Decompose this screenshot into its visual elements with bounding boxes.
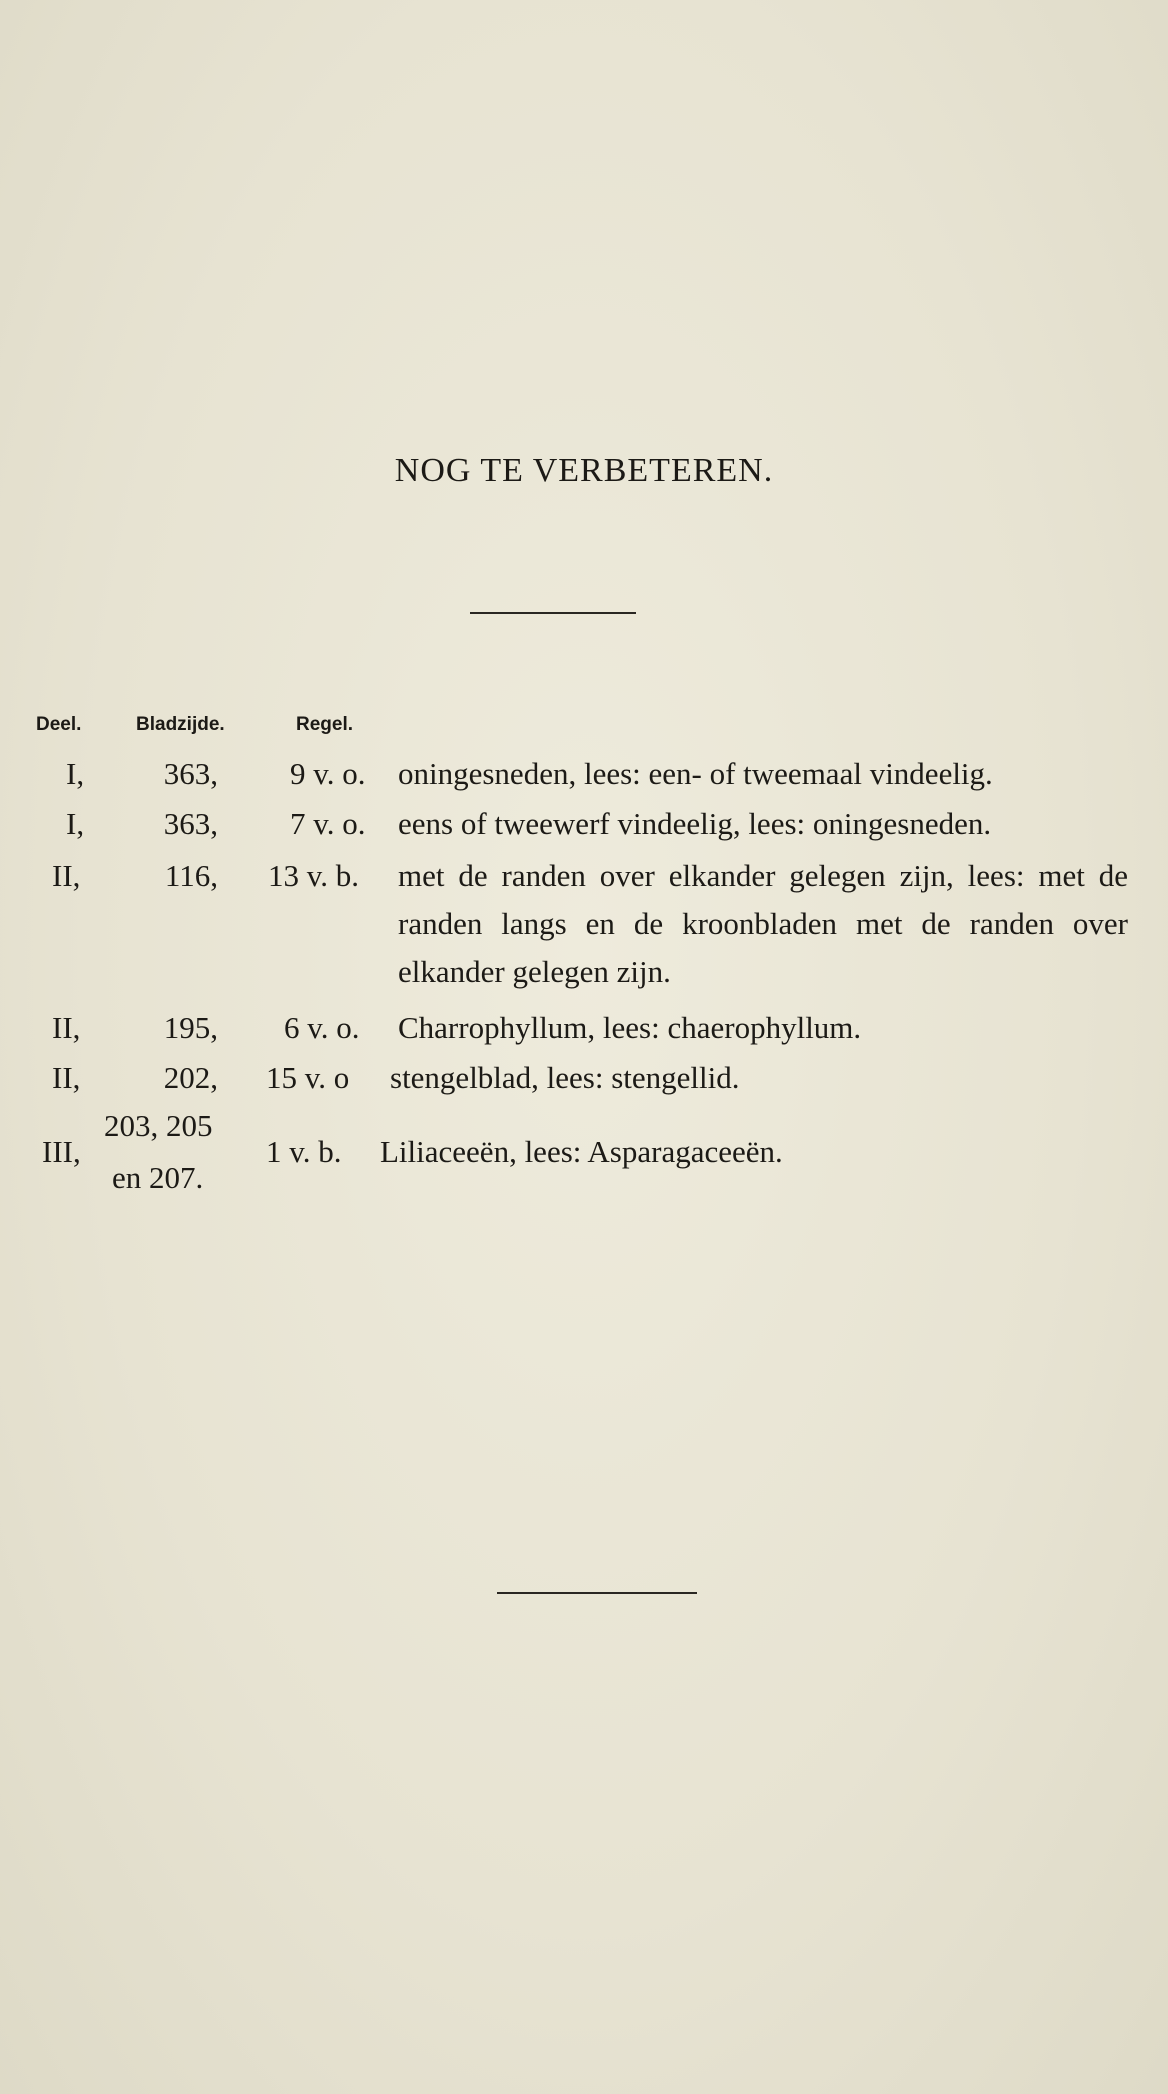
- divider-bottom: [497, 1592, 697, 1594]
- divider-top: [470, 612, 636, 614]
- row-deel: III,: [42, 1134, 81, 1169]
- row-deel: I,: [66, 756, 85, 791]
- header-deel: Deel.: [36, 714, 82, 735]
- row-deel: II,: [52, 1060, 81, 1095]
- row-regel: 7 v. o.: [290, 806, 366, 841]
- row-regel: 6 v. o.: [284, 1010, 360, 1045]
- header-regel: Regel.: [296, 714, 354, 735]
- header-bladzijde: Bladzijde.: [136, 714, 225, 735]
- row-correction: eens of tweewerf vindeelig, lees: oningesneden.: [398, 806, 992, 841]
- row-deel: II,: [52, 858, 81, 893]
- row-bladzijde-line1: 203, 205: [104, 1108, 213, 1143]
- row-bladzijde: 363,: [163, 806, 218, 841]
- row-regel: 13 v. b.: [268, 858, 359, 893]
- row-correction: oningesneden, lees: een- of tweemaal vindeelig.: [398, 756, 993, 791]
- row-bladzijde: 363,: [163, 756, 218, 791]
- row-bladzijde: 195,: [163, 1010, 218, 1045]
- row-bladzijde: 202,: [163, 1060, 218, 1095]
- row-regel: 9 v. o.: [290, 756, 366, 791]
- row-correction: Liliaceeën, lees: Asparagaceeën.: [380, 1134, 783, 1169]
- row-bladzijde: 116,: [164, 858, 218, 893]
- row-bladzijde-line2: en 207.: [112, 1160, 204, 1195]
- row-deel: II,: [52, 1010, 81, 1045]
- row-deel: I,: [66, 806, 85, 841]
- row-correction: stengelblad, lees: stengellid.: [390, 1060, 740, 1095]
- row-regel: 1 v. b.: [266, 1134, 342, 1169]
- page-title: NOG TE VERBETEREN.: [394, 452, 774, 489]
- row-regel: 15 v. o: [266, 1060, 350, 1095]
- row-correction: met de randen over elkander gelegen zijn, lees: met de randen langs en de kroonbladen met de randen over elkander gelegen zijn.: [398, 858, 1128, 989]
- row-correction: Charrophyllum, lees: chaerophyllum.: [398, 1010, 862, 1045]
